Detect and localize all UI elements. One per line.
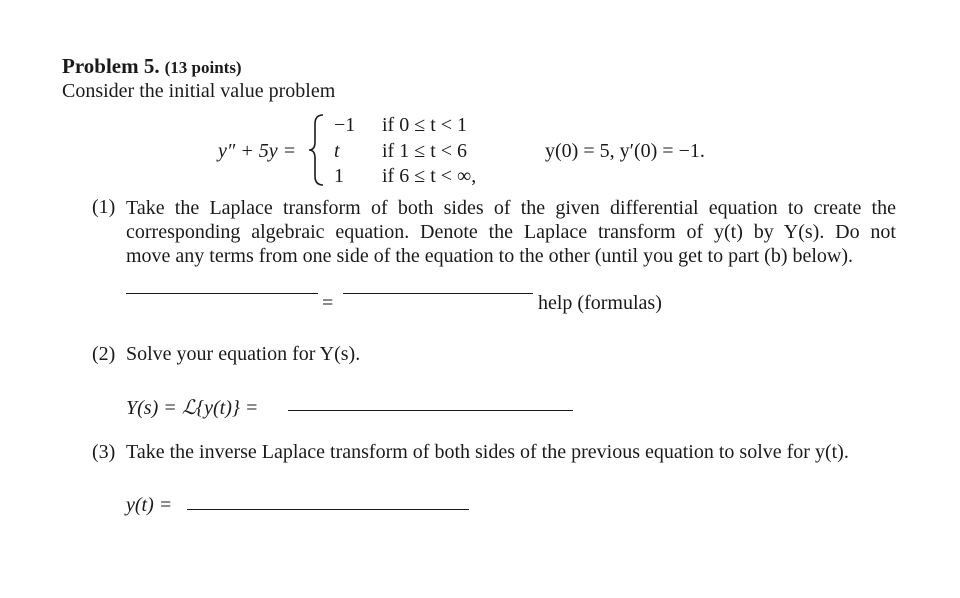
part-2-text: Solve your equation for Y(s).	[126, 343, 361, 365]
case-condition-3: if 6 ≤ t < ∞,	[382, 165, 477, 187]
case-value-2: t	[334, 140, 340, 162]
case-condition-1: if 0 ≤ t < 1	[382, 114, 468, 136]
case-value-3: 1	[334, 165, 344, 187]
part-2-number: (2)	[92, 343, 116, 365]
part-1-left-answer-input[interactable]	[126, 293, 318, 294]
part-2-answer-input[interactable]	[288, 410, 573, 411]
part-1-line-2: corresponding algebraic equation. Denote the Laplace transform of y(t) by Y(s). Do not	[126, 221, 896, 243]
problem-points: (13 points)	[164, 58, 242, 77]
part-3-answer-input[interactable]	[187, 509, 469, 510]
part-3-answer-label: y(t) =	[126, 494, 173, 516]
help-formulas-link[interactable]: help (formulas)	[538, 292, 662, 314]
part-1-line-1: Take the Laplace transform of both sides of the given differential equation to create the	[126, 197, 896, 219]
part-1-line-3: move any terms from one side of the equation to the other (until you get to part (b) below).	[126, 245, 854, 267]
initial-conditions: y(0) = 5, y′(0) = −1.	[545, 140, 705, 162]
part-2-answer-label: Y(s) = ℒ{y(t)} =	[126, 397, 259, 419]
part-1-number: (1)	[92, 196, 116, 218]
problem-title: Problem 5.	[62, 54, 160, 78]
case-condition-2: if 1 ≤ t < 6	[382, 140, 468, 162]
left-brace	[306, 112, 328, 188]
problem-header	[62, 54, 242, 79]
part-3-number: (3)	[92, 441, 116, 463]
equation-lhs: y″ + 5y =	[218, 140, 297, 162]
case-value-1: −1	[334, 114, 356, 136]
problem-intro: Consider the initial value problem	[62, 80, 336, 102]
part-3-text: Take the inverse Laplace transform of both sides of the previous equation to solve for y(t).	[126, 441, 849, 463]
part-1-text	[126, 196, 896, 268]
part-1-right-answer-input[interactable]	[343, 293, 533, 294]
equals-sign: =	[322, 292, 334, 314]
